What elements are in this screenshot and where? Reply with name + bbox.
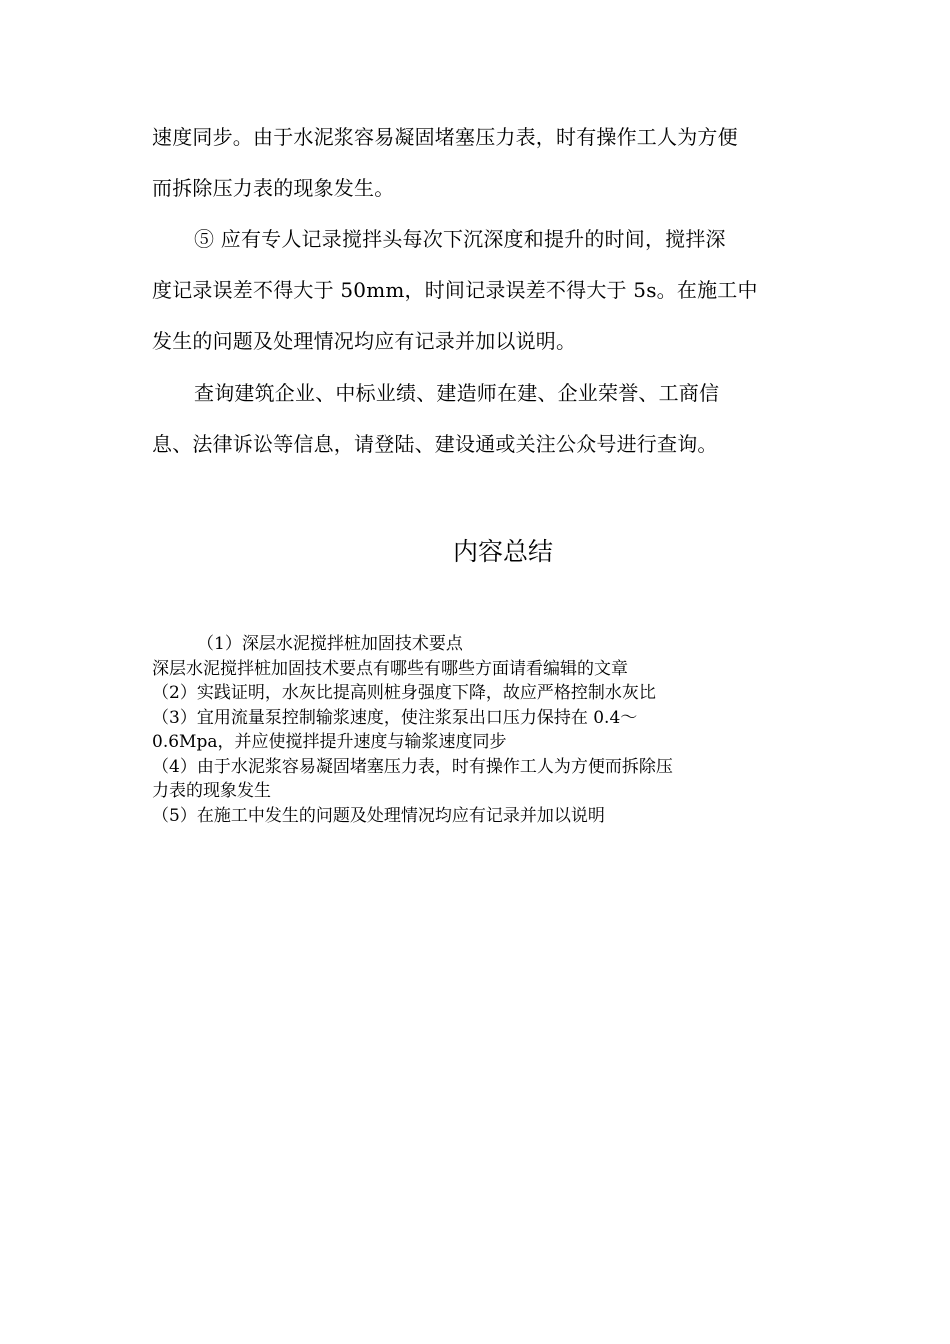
- summary-line: 深层水泥搅拌桩加固技术要点有哪些有哪些方面请看编辑的文章: [152, 658, 628, 679]
- paragraph-recording: [152, 214, 802, 367]
- text-line: 发生的问题及处理情况均应有记录并加以说明。: [152, 329, 577, 353]
- summary-line: （1）深层水泥搅拌桩加固技术要点: [197, 634, 463, 654]
- text-line: 速度同步。由于水泥浆容易凝固堵塞压力表，时有操作工人为方便: [152, 125, 738, 149]
- summary-line: 力表的现象发生: [152, 781, 271, 801]
- text-line: 息、法律诉讼等信息，请登陆、建设通或关注公众号进行查询。: [152, 432, 718, 456]
- summary-title: 内容总结: [452, 537, 553, 566]
- summary-line: （3）宜用流量泵控制输浆速度，使注浆泵出口压力保持在 0.4～: [152, 707, 638, 728]
- summary-line: （4）由于水泥浆容易凝固堵塞压力表，时有操作工人为方便而拆除压: [152, 756, 673, 777]
- paragraph-query-notice: [152, 368, 802, 470]
- summary-line: （2）实践证明，水灰比提高则桩身强度下降，故应严格控制水灰比: [152, 683, 656, 703]
- paragraph-pressure-gauge: [152, 112, 802, 214]
- text-line: 而拆除压力表的现象发生。: [152, 176, 395, 200]
- text-line: 查询建筑企业、中标业绩、建造师在建、企业荣誉、工商信: [194, 381, 720, 405]
- text-line: 度记录误差不得大于 50mm，时间记录误差不得大于 5s。在施工中: [152, 278, 758, 302]
- summary-list: [152, 632, 802, 828]
- summary-line: 0.6Mpa，并应使搅拌提升速度与输浆速度同步: [152, 732, 507, 752]
- summary-line: （5）在施工中发生的问题及处理情况均应有记录并加以说明: [152, 805, 605, 826]
- text-line: ⑤ 应有专人记录搅拌头每次下沉深度和提升的时间，搅拌深: [194, 227, 726, 251]
